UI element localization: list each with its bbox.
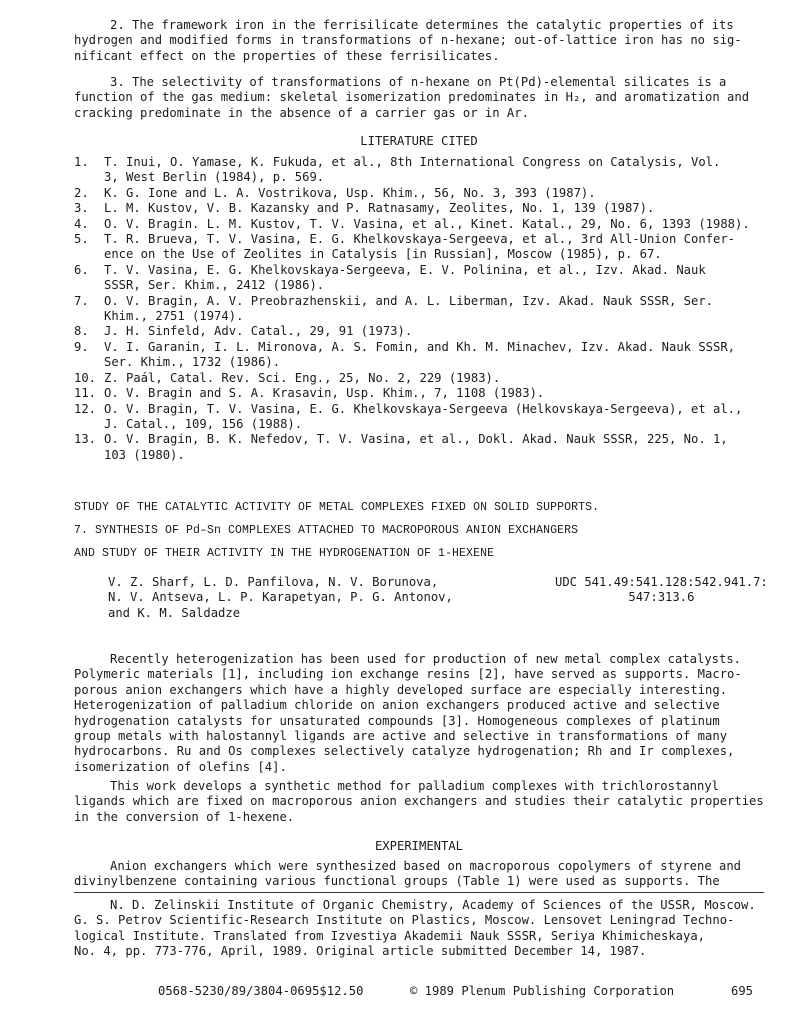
reference-text: T. V. Vasina, E. G. Khelkovskaya-Sergeeva, E. V. Polinina, et al., Izv. Akad. Nauk SSSR, Ser. Khim., 2412 (1986).	[104, 262, 706, 293]
reference-number: 5.	[74, 232, 89, 247]
reference-text: J. H. Sinfeld, Adv. Catal., 29, 91 (1973).	[104, 324, 413, 339]
literature-heading: LITERATURE CITED	[360, 134, 478, 148]
reference-text: O. V. Bragin, B. K. Nefedov, T. V. Vasina, et al., Dokl. Akad. Nauk SSSR, 225, No. 1, 103 (1980).	[104, 432, 728, 462]
reference-item	[74, 324, 764, 339]
reference-item	[74, 432, 764, 463]
reference-item	[74, 340, 764, 371]
reference-item	[74, 386, 764, 401]
copyright-notice: © 1989 Plenum Publishing Corporation	[410, 984, 675, 998]
article-title-line-3: AND STUDY OF THEIR ACTIVITY IN THE HYDROGENATION OF 1-HEXENE	[74, 547, 495, 560]
reference-item	[74, 155, 764, 186]
reference-item	[74, 371, 764, 386]
intro-paragraph: Recently heterogenization has been used for production of new metal complex catalysts. Polymeric materials [1], including ion exchange resins [2], have served as supports. Macro- porous anion exchangers which have a highly developed surface are especially interesting. Heterogenization of palladium chloride on anion exchangers produced active and selective hydrogenation catalysts for unsaturated compounds [3]. Homogeneous complexes of platinum group metals with halostannyl ligands are active and selective in transformations of many hydrocarbons. Ru and Os complexes selectively catalyze hydrogenation; Rh and Ir complexes, isomerization of olefins [4].	[74, 652, 742, 774]
reference-item	[74, 263, 764, 294]
article-code: 0568-5230/89/3804-0695$12.50	[158, 984, 364, 998]
aim-paragraph: This work develops a synthetic method for palladium complexes with trichlorostannyl ligands which are fixed on macroporous anion exchangers and studies their catalytic properties in the conversion of 1-hexene.	[74, 779, 764, 824]
reference-list	[74, 155, 764, 463]
udc-code: UDC 541.49:541.128:542.941.7: 547:313.6	[555, 575, 768, 605]
reference-number: 10.	[74, 370, 97, 385]
reference-number: 7.	[74, 293, 89, 308]
reference-text: L. M. Kustov, V. B. Kazansky and P. Ratnasamy, Zeolites, No. 1, 139 (1987).	[104, 201, 655, 216]
page-number: 695	[731, 984, 754, 998]
experimental-paragraph: Anion exchangers which were synthesized based on macroporous copolymers of styrene and divinylbenzene containing various functional groups (Table 1) were used as supports. The	[74, 859, 742, 889]
reference-text: O. V. Bragin. L. M. Kustov, T. V. Vasina, et al., Kinet. Katal., 29, No. 6, 1393 (1988).	[104, 216, 750, 231]
article-title-line-1: STUDY OF THE CATALYTIC ACTIVITY OF METAL COMPLEXES FIXED ON SOLID SUPPORTS.	[74, 501, 600, 514]
reference-item	[74, 201, 764, 216]
reference-item	[74, 232, 764, 263]
reference-number: 11.	[74, 386, 97, 401]
reference-number: 4.	[74, 216, 89, 231]
reference-item	[74, 186, 764, 201]
reference-text: T. Inui, O. Yamase, K. Fukuda, et al., 8th International Congress on Catalysis, Vol. 3, West Berlin (1984), p. 569.	[104, 155, 721, 185]
reference-number: 1.	[74, 155, 89, 169]
experimental-heading: EXPERIMENTAL	[374, 839, 464, 853]
reference-item	[74, 294, 764, 325]
reference-text: V. I. Garanin, I. L. Mironova, A. S. Fomin, and Kh. M. Minachev, Izv. Akad. Nauk SSSR, Ser. Khim., 1732 (1986).	[104, 339, 736, 370]
reference-item	[74, 402, 764, 433]
reference-number: 3.	[74, 201, 89, 216]
reference-number: 6.	[74, 262, 89, 277]
affiliation-footnote: N. D. Zelinskii Institute of Organic Chemistry, Academy of Sciences of the USSR, Moscow. G. S. Petrov Scientific-Research Institute on Plastics, Moscow. Lensovet Leningrad Techno- logical Institute. Translated from Izvestiya Akademii Nauk SSSR, Seriya Khimicheskaya, No. 4, pp. 773-776, April, 1989. Original article submitted December 14, 1987.	[74, 898, 756, 959]
reference-text: O. V. Bragin, A. V. Preobrazhenskii, and A. L. Liberman, Izv. Akad. Nauk SSSR, Ser. Khim., 2751 (1974).	[104, 293, 714, 324]
reference-text: Z. Paál, Catal. Rev. Sci. Eng., 25, No. 2, 229 (1983).	[104, 370, 501, 385]
reference-text: K. G. Ione and L. A. Vostrikova, Usp. Khim., 56, No. 3, 393 (1987).	[104, 185, 596, 200]
reference-number: 9.	[74, 339, 89, 354]
reference-number: 12.	[74, 401, 97, 416]
conclusion-2: 2. The framework iron in the ferrisilicate determines the catalytic properties of its hydrogen and modified forms in transformations of n-hexane; out-of-lattice iron has no sig- nificant effect on the properties of these ferrisilicates.	[74, 18, 742, 63]
footnote-divider	[74, 892, 764, 893]
reference-text: T. R. Brueva, T. V. Vasina, E. G. Khelkovskaya-Sergeeva, et al., 3rd All-Union Confer- ence on the Use of Zeolites in Catalysis [in Russian], Moscow (1985), p. 67.	[104, 232, 736, 262]
reference-number: 13.	[74, 432, 97, 447]
reference-item	[74, 217, 764, 232]
author-list: V. Z. Sharf, L. D. Panfilova, N. V. Borunova, N. V. Antseva, L. P. Karapetyan, P. G. Antonov, and K. M. Saldadze	[108, 575, 453, 620]
conclusion-3: 3. The selectivity of transformations of n-hexane on Pt(Pd)-elemental silicates is a function of the gas medium: skeletal isomerization predominates in H₂, and aromatization and cracking predominate in the absence of a carrier gas or in Ar.	[74, 75, 750, 120]
article-title-line-2: 7. SYNTHESIS OF Pd–Sn COMPLEXES ATTACHED TO MACROPOROUS ANION EXCHANGERS	[74, 524, 579, 537]
reference-number: 2.	[74, 185, 89, 200]
reference-text: O. V. Bragin and S. A. Krasavin, Usp. Khim., 7, 1108 (1983).	[104, 386, 545, 401]
reference-text: O. V. Bragin, T. V. Vasina, E. G. Khelkovskaya-Sergeeva (Helkovskaya-Sergeeva), et al., J. Catal., 109, 156 (1988).	[104, 401, 743, 431]
reference-number: 8.	[74, 324, 89, 339]
